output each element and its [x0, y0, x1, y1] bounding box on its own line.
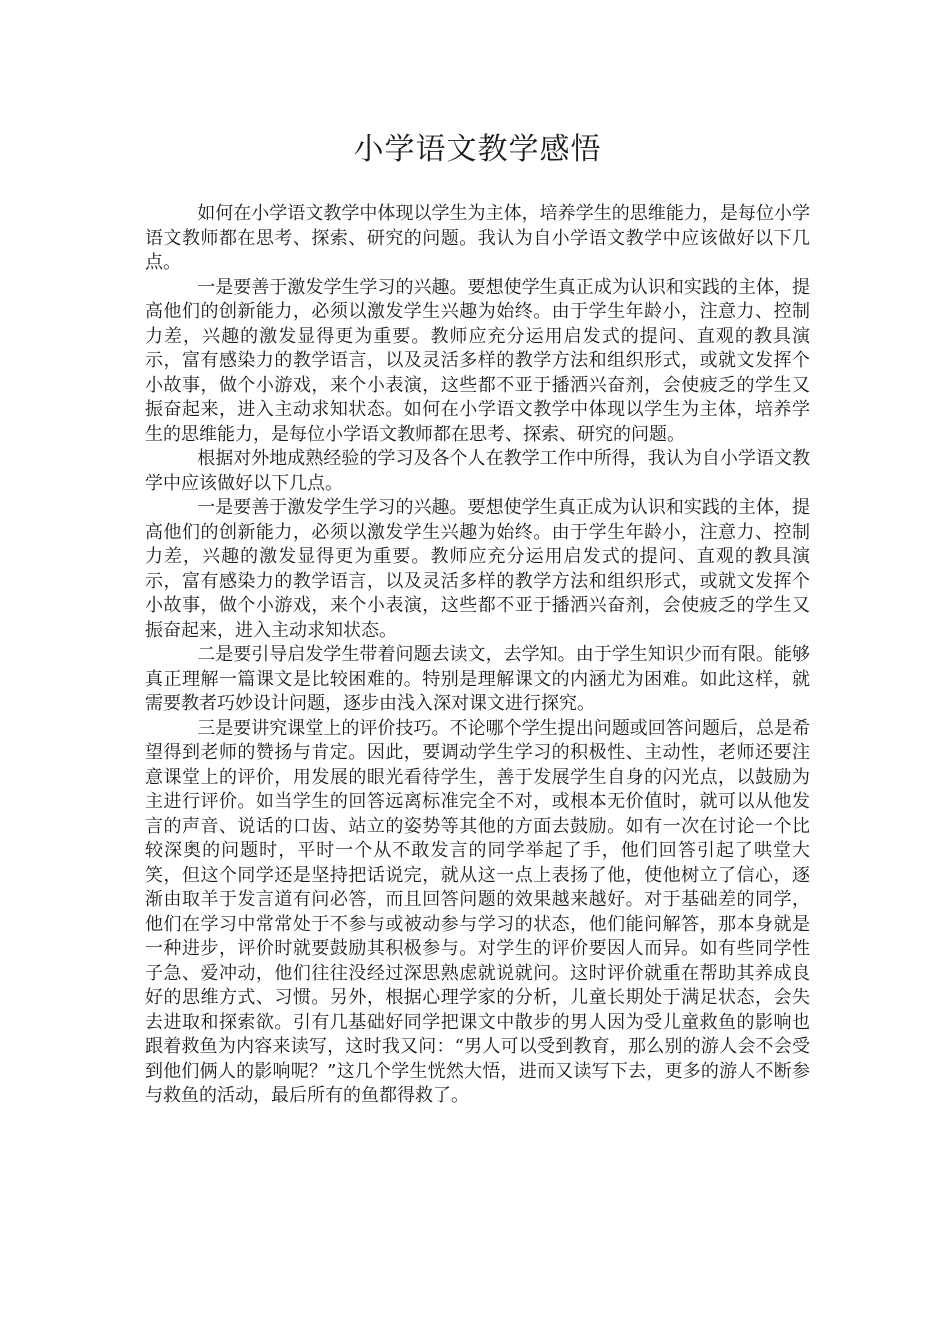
paragraph-basis: 根据对外地成熟经验的学习及各个人在教学工作中所得，我认为自小学语文教学中应该做好以下几点。 — [145, 448, 810, 494]
document-title: 小学语文教学感悟 — [353, 132, 602, 167]
paragraph-point-two: 二是要引导启发学生带着问题去读文，去学知。由于学生知识少而有限。能够真正理解一篇课文是比较困难的。特别是理解课文的内涵尤为困难。如此这样，就需要教者巧妙设计问题，逐步由浅入深对课文进行探究。 — [145, 644, 810, 714]
paragraph-intro: 如何在小学语文教学中体现以学生为主体，培养学生的思维能力，是每位小学语文教师都在思考、探索、研究的问题。我认为自小学语文教学中应该做好以下几点。 — [145, 203, 810, 273]
paragraph-point-one: 一是要善于激发学生学习的兴趣。要想使学生真正成为认识和实践的主体，提高他们的创新能力，必须以激发学生兴趣为始终。由于学生年龄小，注意力、控制力差，兴趣的激发显得更为重要。教师应充分运用启发式的提问、直观的教具演示，富有感染力的教学语言，以及灵活多样的教学方法和组织形式，或就文发挥个小故事，做个小游戏，来个小表演，这些都不亚于播洒兴奋剂，会使疲乏的学生又振奋起来，进入主动求知状态。如何在小学语文教学中体现以学生为主体，培养学生的思维能力，是每位小学语文教师都在思考、探索、研究的问题。 — [145, 276, 810, 445]
document-body — [145, 128, 810, 1109]
paragraph-point-one-repeat: 一是要善于激发学生学习的兴趣。要想使学生真正成为认识和实践的主体，提高他们的创新能力，必须以激发学生兴趣为始终。由于学生年龄小，注意力、控制力差，兴趣的激发显得更为重要。教师应充分运用启发式的提问、直观的教具演示，富有感染力的教学语言，以及灵活多样的教学方法和组织形式，或就文发挥个小故事，做个小游戏，来个小表演，这些都不亚于播洒兴奋剂，会使疲乏的学生又振奋起来，进入主动求知状态。 — [145, 497, 810, 641]
paragraph-point-three: 三是要讲究课堂上的评价技巧。不论哪个学生提出问题或回答问题后，总是希望得到老师的赞扬与肯定。因此，要调动学生学习的积极性、主动性，老师还要注意课堂上的评价，用发展的眼光看待学生，善于发展学生自身的闪光点，以鼓励为主进行评价。如当学生的回答远离标准完全不对，或根本无价值时，就可以从他发言的声音、说话的口齿、站立的姿势等其他的方面去鼓励。如有一次在讨论一个比较深奥的问题时，平时一个从不敢发言的同学举起了手，他们回答引起了哄堂大笑，但这个同学还是坚持把话说完，就从这一点上表扬了他，使他树立了信心，逐渐由取羊于发言道有问必答，而且回答问题的效果越来越好。对于基础差的同学，他们在学习中常常处于不参与或被动参与学习的状态，他们能问解答，那本身就是一种进步，评价时就要鼓励其积极参与。对学生的评价要因人而异。如有些同学性子急、爱冲动，他们往往没经过深思熟虑就说就问。这时评价就重在帮助其养成良好的思维方式、习惯。另外，根据心理学家的分析，儿童长期处于满足状态，会失去进取和探索欲。引有几基础好同学把课文中散步的男人因为受儿童救鱼的影响也跟着救鱼为内容来读写，这时我又问：“男人可以受到教育，那么别的游人会不会受到他们俩人的影响呢？”这几个学生恍然大悟，进而又读写下去，更多的游人不断参与救鱼的活动，最后所有的鱼都得救了。 — [145, 717, 810, 1106]
